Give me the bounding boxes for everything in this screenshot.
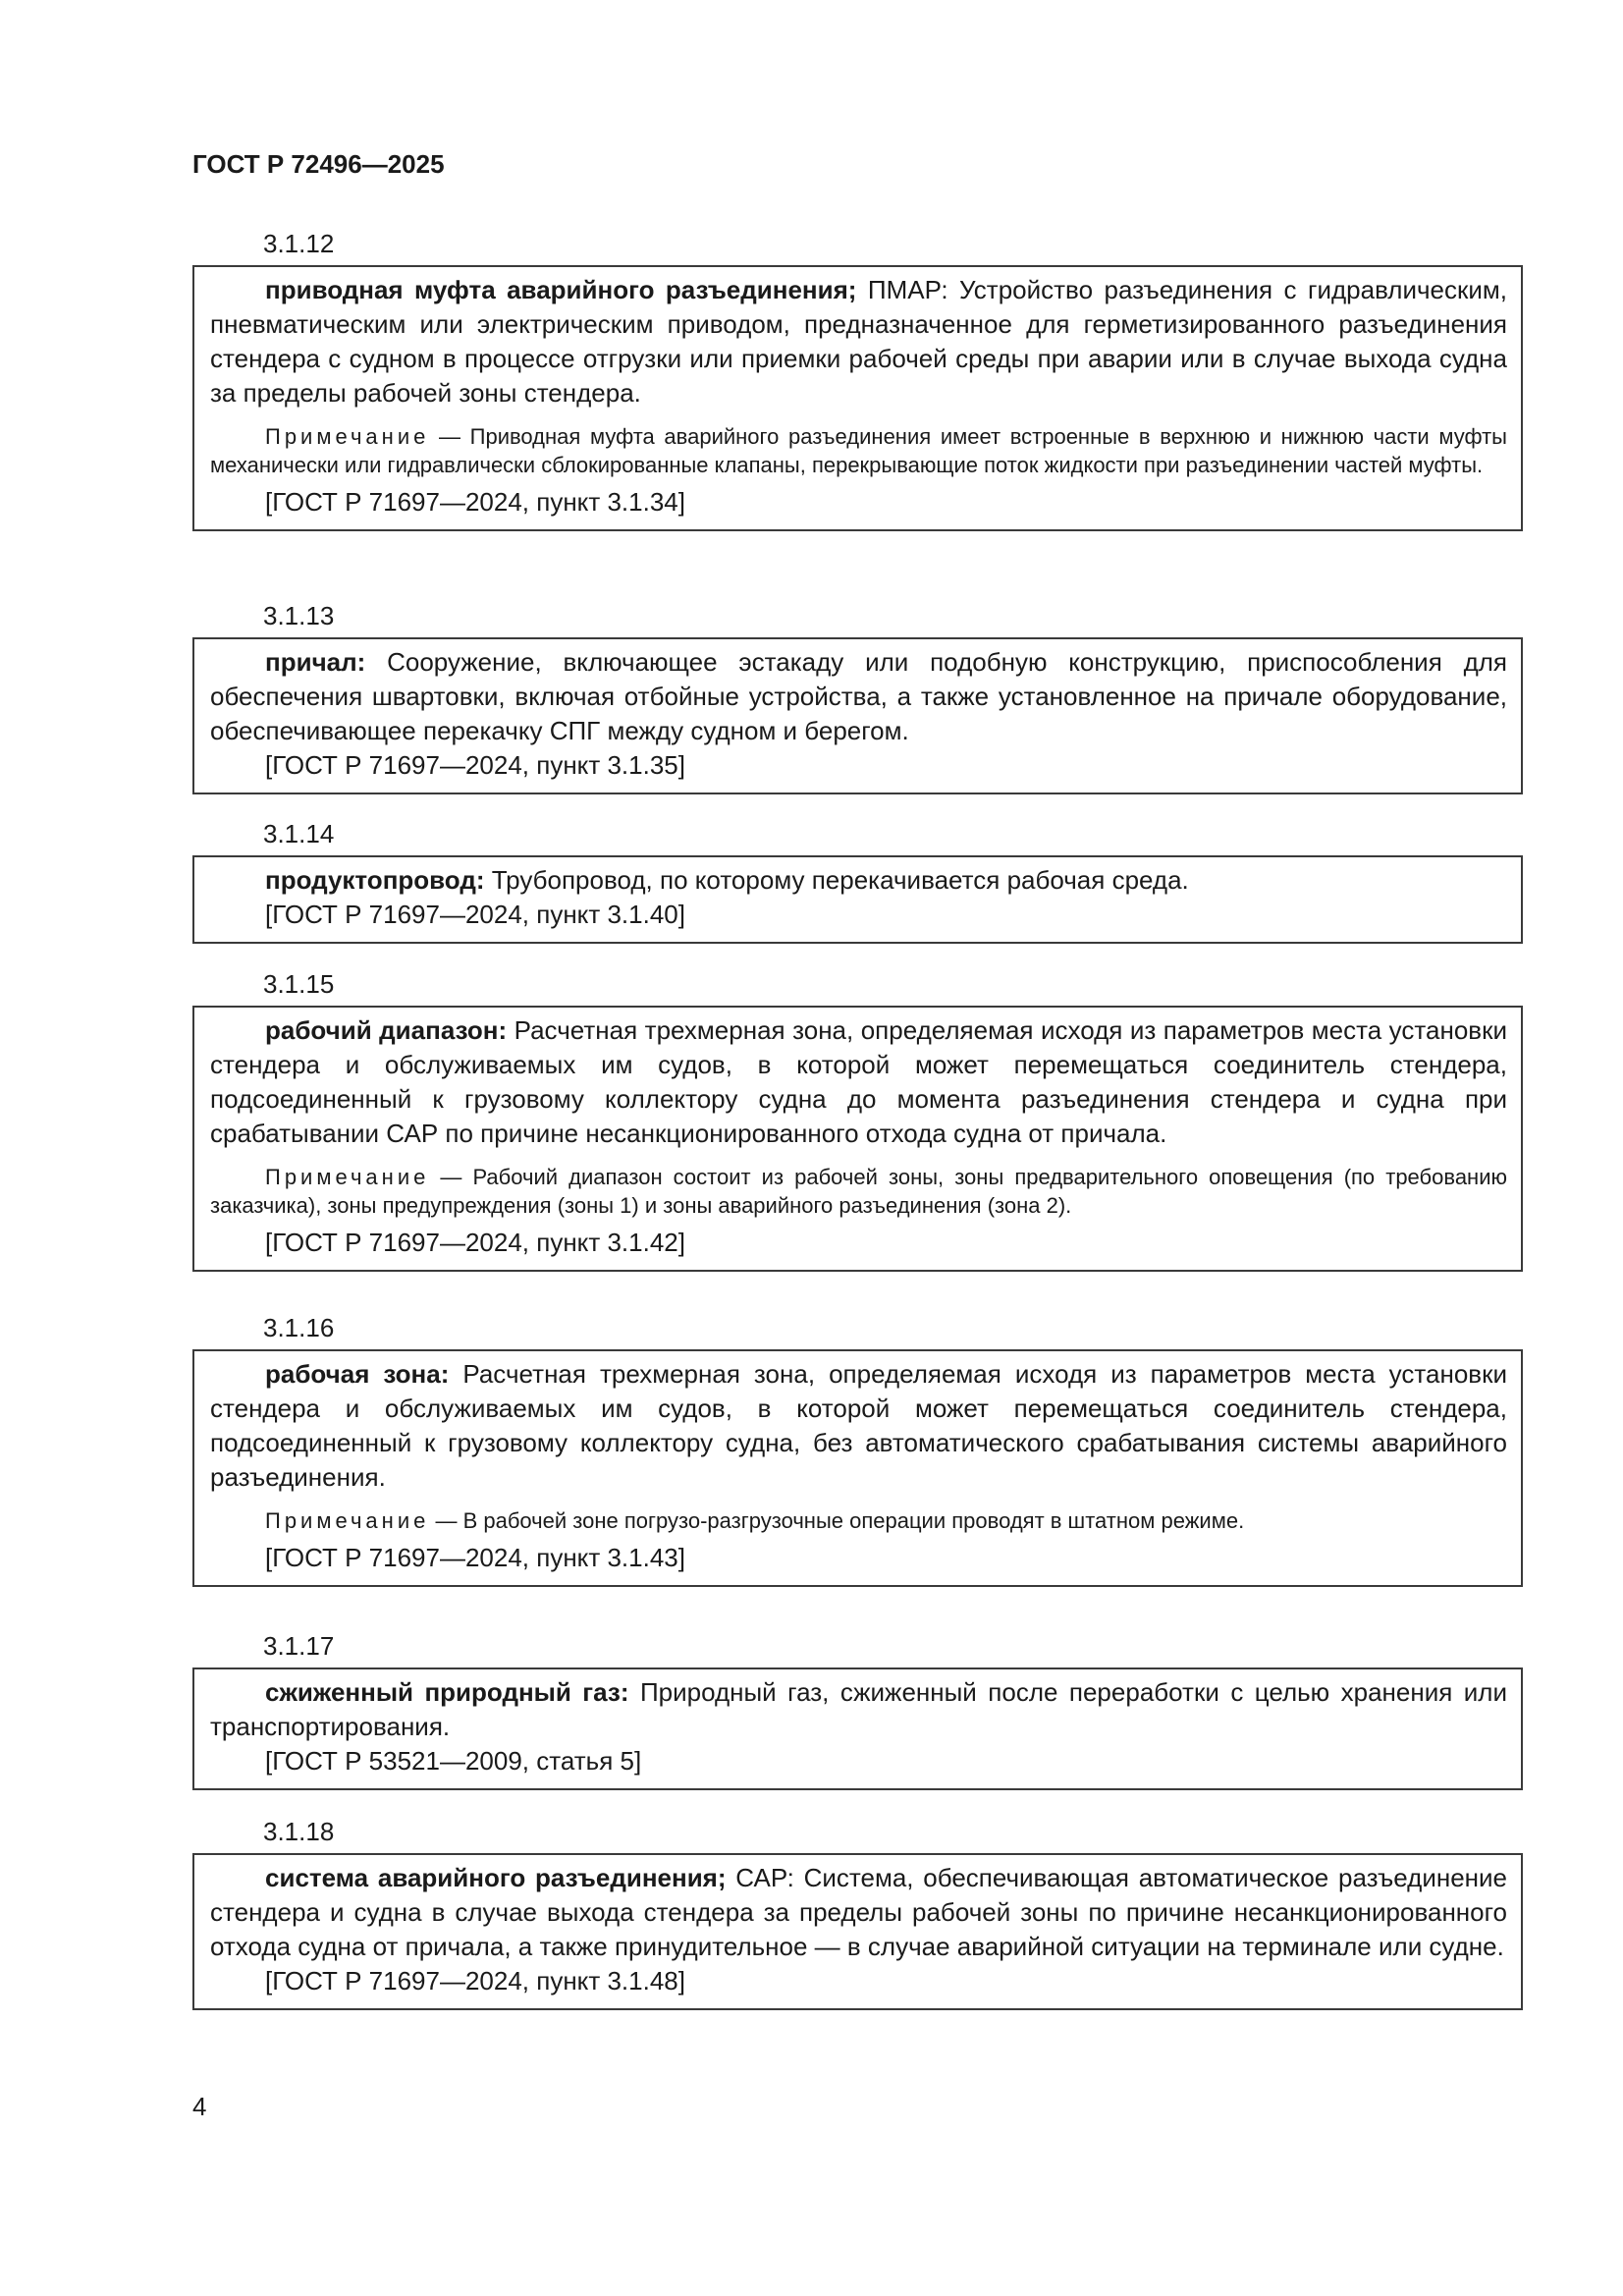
term-definition bbox=[210, 645, 1507, 748]
term-entry bbox=[192, 1306, 1523, 1587]
term-entry bbox=[192, 1624, 1523, 1790]
entry-number: 3.1.15 bbox=[263, 969, 335, 999]
term-entry bbox=[192, 222, 1523, 531]
term-definition bbox=[210, 863, 1507, 898]
term-box bbox=[192, 855, 1523, 944]
term-note bbox=[210, 422, 1507, 479]
definition-text: Трубопровод, по которому перекачивается рабочая среда. bbox=[484, 865, 1189, 895]
note-label: Примечание bbox=[265, 1165, 430, 1189]
entry-number: 3.1.14 bbox=[263, 819, 335, 848]
term-name: сжиженный природный газ: bbox=[265, 1677, 629, 1707]
term-name: рабочая зона: bbox=[265, 1359, 450, 1389]
term-source: [ГОСТ Р 53521—2009, статья 5] bbox=[265, 1746, 642, 1776]
term-definition bbox=[210, 1861, 1507, 1964]
note-text: — В рабочей зоне погрузо-разгрузочные операции проводят в штатном режиме. bbox=[429, 1508, 1245, 1533]
term-box bbox=[192, 1006, 1523, 1272]
term-source: [ГОСТ Р 71697—2024, пункт 3.1.42] bbox=[265, 1228, 685, 1257]
entry-number: 3.1.17 bbox=[263, 1631, 335, 1661]
term-box bbox=[192, 1349, 1523, 1587]
page-number: 4 bbox=[192, 2092, 207, 2121]
term-source: [ГОСТ Р 71697—2024, пункт 3.1.35] bbox=[265, 750, 685, 780]
definition-text: ПМАР: Устройство разъединения с гидравлическим, пневматическим или электрическим приводом, предназначенное для герметизированного разъединения стендера с судном в процессе отгрузки или приемки рабочей среды при аварии или в случае выхода судна за пределы рабочей зоны стендера. bbox=[210, 275, 1507, 408]
note-text: — Рабочий диапазон состоит из рабочей зоны, зоны предварительного оповещения (по требованию заказчика), зоны предупреждения (зоны 1) и зоны аварийного разъединения (зона 2). bbox=[210, 1165, 1507, 1218]
term-name: продуктопровод: bbox=[265, 865, 485, 895]
term-source: [ГОСТ Р 71697—2024, пункт 3.1.34] bbox=[265, 487, 685, 517]
term-note bbox=[210, 1163, 1507, 1220]
term-box bbox=[192, 637, 1523, 794]
term-name: система аварийного разъединения; bbox=[265, 1863, 727, 1892]
term-note bbox=[210, 1506, 1507, 1535]
term-name: рабочий диапазон: bbox=[265, 1015, 508, 1045]
term-source: [ГОСТ Р 71697—2024, пункт 3.1.48] bbox=[265, 1966, 685, 1995]
note-text: — Приводная муфта аварийного разъединения имеет встроенные в верхнюю и нижнюю части муфты механически или гидравлически сблокированные клапаны, перекрывающие поток жидкости при разъединении частей муфты. bbox=[210, 424, 1507, 477]
entry-number: 3.1.13 bbox=[263, 601, 335, 630]
entry-number: 3.1.18 bbox=[263, 1817, 335, 1846]
definition-text: Сооружение, включающее эстакаду или подобную конструкцию, приспособления для обеспечения швартовки, включая отбойные устройства, а также установленное на причале оборудование, обеспечивающее перекачку СПГ между судном и берегом. bbox=[210, 647, 1507, 745]
entry-number: 3.1.12 bbox=[263, 229, 335, 258]
term-entry bbox=[192, 812, 1523, 944]
term-box bbox=[192, 265, 1523, 531]
term-source: [ГОСТ Р 71697—2024, пункт 3.1.43] bbox=[265, 1543, 685, 1572]
term-entry bbox=[192, 1810, 1523, 2010]
term-definition bbox=[210, 1013, 1507, 1151]
term-name: причал: bbox=[265, 647, 366, 677]
term-definition bbox=[210, 1357, 1507, 1495]
term-source: [ГОСТ Р 71697—2024, пункт 3.1.40] bbox=[265, 900, 685, 929]
term-name: приводная муфта аварийного разъединения; bbox=[265, 275, 857, 304]
definition-text: Расчетная трехмерная зона, определяемая исходя из параметров места установки стендера и обслуживаемых им судов, в которой может перемещаться соединитель стендера, подсоединенный к грузовому коллектору судна до момента разъединения стендера и судна при срабатывании САР по причине несанкционированного отхода судна от причала. bbox=[210, 1015, 1507, 1148]
definition-text: Природный газ, сжиженный после переработки с целью хранения или транспортирования. bbox=[210, 1677, 1507, 1741]
term-definition bbox=[210, 1675, 1507, 1744]
entry-number: 3.1.16 bbox=[263, 1313, 335, 1342]
note-label: Примечание bbox=[265, 424, 430, 449]
term-entry bbox=[192, 962, 1523, 1272]
definition-text: Расчетная трехмерная зона, определяемая исходя из параметров места установки стендера и обслуживаемых им судов, в которой может перемещаться соединитель стендера, подсоединенный к грузовому коллектору судна, без автоматического срабатывания системы аварийного разъединения. bbox=[210, 1359, 1507, 1492]
term-definition bbox=[210, 273, 1507, 410]
note-label: Примечание bbox=[265, 1508, 430, 1533]
definition-text: САР: Система, обеспечивающая автоматическое разъединение стендера и судна в случае выхода стендера за пределы рабочей зоны по причине несанкционированного отхода судна от причала, а также принудительное — в случае аварийной ситуации на терминале или судне. bbox=[210, 1863, 1507, 1961]
term-box bbox=[192, 1667, 1523, 1790]
term-box bbox=[192, 1853, 1523, 2010]
term-entry bbox=[192, 594, 1523, 794]
document-header: ГОСТ Р 72496—2025 bbox=[192, 149, 445, 179]
